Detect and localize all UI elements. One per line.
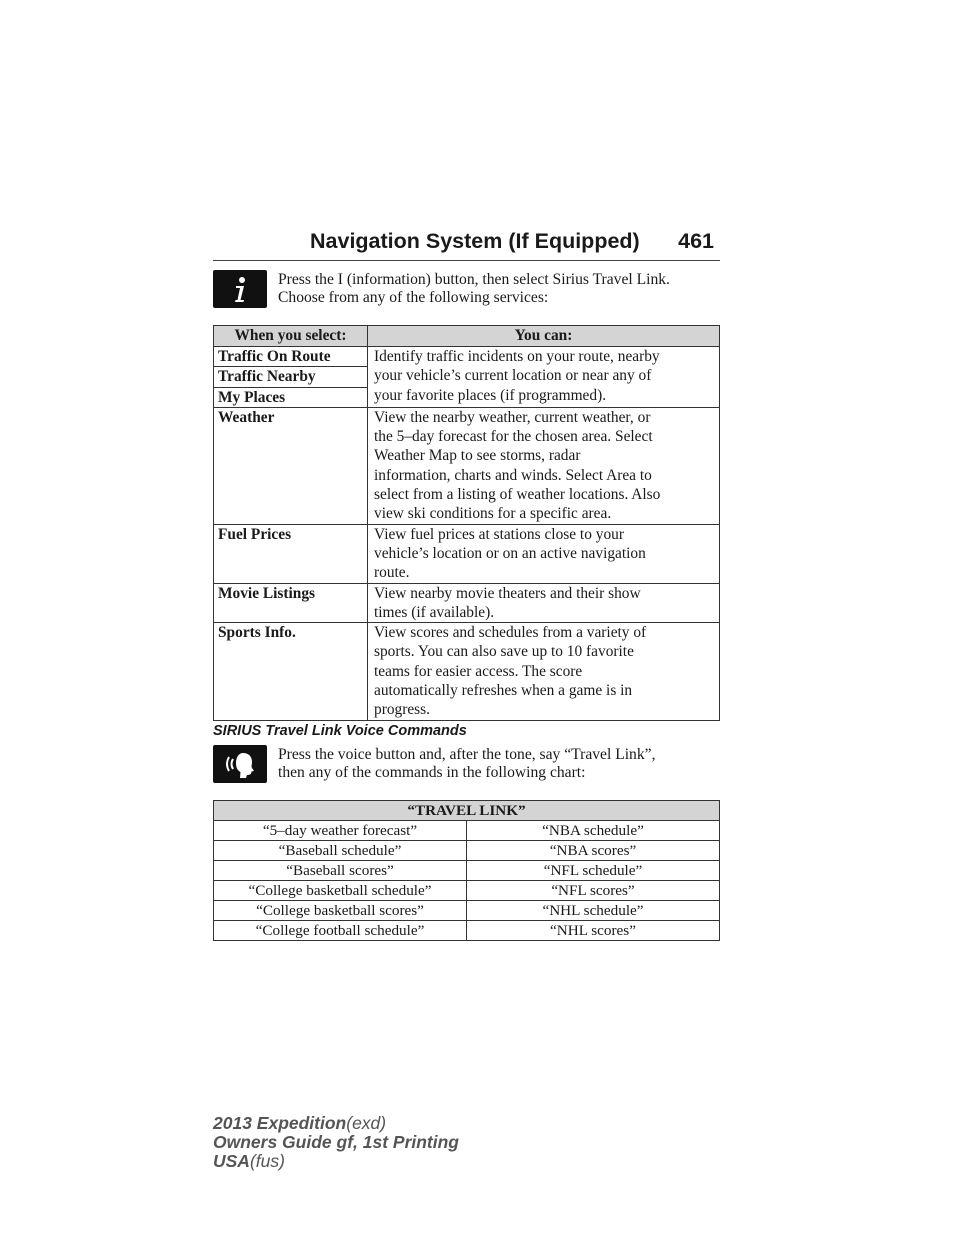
table-row <box>214 821 720 841</box>
command-cell: “NFL scores” <box>467 881 720 901</box>
table-header-row <box>214 326 720 347</box>
table-header-row <box>214 801 720 821</box>
table-row <box>214 921 720 941</box>
table-row <box>214 407 720 524</box>
command-cell: “5–day weather forecast” <box>214 821 467 841</box>
row-description: View nearby movie theaters and their show times (if available). <box>368 583 720 623</box>
table-row <box>214 881 720 901</box>
table-row <box>214 841 720 861</box>
command-cell: “NHL schedule” <box>467 901 720 921</box>
command-cell: “College basketball schedule” <box>214 881 467 901</box>
row-label: My Places <box>214 387 368 407</box>
voice-command-icon <box>213 745 267 783</box>
table-row <box>214 861 720 881</box>
command-cell: “NBA schedule” <box>467 821 720 841</box>
row-label: Traffic On Route <box>214 347 368 367</box>
footer-line: USA(fus) <box>213 1151 285 1171</box>
column-header: “TRAVEL LINK” <box>214 801 720 821</box>
row-label: Movie Listings <box>214 583 368 623</box>
page-header <box>213 226 720 261</box>
information-icon <box>213 270 267 308</box>
voice-commands-heading: SIRIUS Travel Link Voice Commands <box>213 723 467 739</box>
column-header: You can: <box>368 326 720 347</box>
row-label: Sports Info. <box>214 623 368 720</box>
footer-line: Owners Guide gf, 1st Printing <box>213 1132 459 1152</box>
command-cell: “Baseball schedule” <box>214 841 467 861</box>
command-cell: “NBA scores” <box>467 841 720 861</box>
table-row <box>214 524 720 583</box>
command-cell: “Baseball scores” <box>214 861 467 881</box>
row-description: Identify traffic incidents on your route, nearby your vehicle’s current location or near any of your favorite places (if programmed). <box>368 347 720 408</box>
footer-line: 2013 Expedition(exd) <box>213 1113 387 1133</box>
row-description: View fuel prices at stations close to your vehicle’s location or on an active navigation route. <box>368 524 720 583</box>
services-table <box>213 325 720 721</box>
row-description: View the nearby weather, current weather, or the 5–day forecast for the chosen area. Select Weather Map to see storms, radar information, charts and winds. Select Area to select from a listing of weather locations. Also view ski conditions for a specific area. <box>368 407 720 524</box>
voice-instructions: Press the voice button and, after the tone, say “Travel Link”, then any of the commands in the following chart: <box>278 746 656 781</box>
page-number: 461 <box>678 229 714 253</box>
info-instructions: Press the I (information) button, then select Sirius Travel Link. Choose from any of the following services: <box>278 271 670 306</box>
command-cell: “NHL scores” <box>467 921 720 941</box>
row-description: View scores and schedules from a variety of sports. You can also save up to 10 favorite teams for easier access. The score automatically refreshes when a game is in progress. <box>368 623 720 720</box>
table-row <box>214 623 720 720</box>
voice-commands-table <box>213 800 720 941</box>
row-label: Traffic Nearby <box>214 367 368 387</box>
column-header: When you select: <box>214 326 368 347</box>
row-label: Weather <box>214 407 368 524</box>
table-row <box>214 347 720 367</box>
document-footer <box>213 1114 459 1171</box>
row-label: Fuel Prices <box>214 524 368 583</box>
table-row <box>214 901 720 921</box>
command-cell: “College basketball scores” <box>214 901 467 921</box>
command-cell: “NFL schedule” <box>467 861 720 881</box>
section-title: Navigation System (If Equipped) <box>310 229 640 253</box>
command-cell: “College football schedule” <box>214 921 467 941</box>
table-row <box>214 583 720 623</box>
